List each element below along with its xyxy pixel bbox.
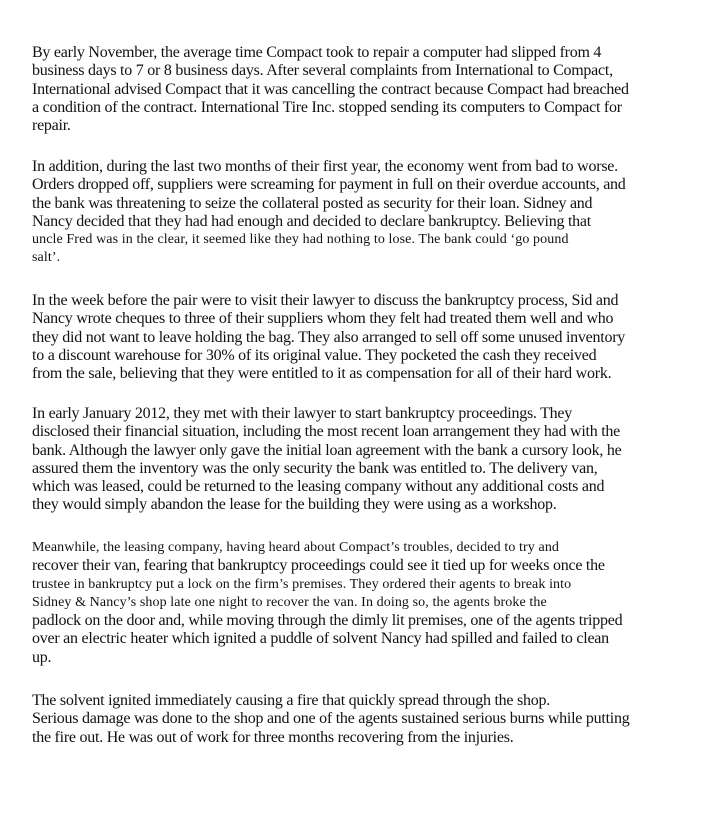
text-line: In the week before the pair were to visit their lawyer to discuss the bankruptcy process, Sid and (32, 292, 619, 309)
paragraph-late-repairs (32, 44, 690, 135)
text-line: up. (32, 648, 52, 666)
paragraph-van-recovery (32, 539, 690, 667)
text-line: In addition, during the last two months of their first year, the economy went from bad to worse. (32, 158, 618, 175)
text-line: padlock on the door and, while moving through the dimly lit premises, one of the agents tripped (32, 612, 623, 630)
text-line: they would simply abandon the lease for the building they were using as a workshop. (32, 496, 557, 514)
text-line: assured them the inventory was the only security the bank was entitled to. The delivery van, (32, 459, 598, 477)
text-line: International advised Compact that it was cancelling the contract because Compact had breached (32, 80, 629, 98)
text-line: the bank was threatening to seize the collateral posted as security for their loan. Sidney and (32, 194, 593, 212)
text-line: which was leased, could be returned to the leasing company without any additional costs and (32, 478, 605, 496)
text-line: trustee in bankruptcy put a lock on the firm’s premises. They ordered their agents to break into (32, 576, 572, 592)
text-line: Sidney & Nancy’s shop late one night to recover the van. In doing so, the agents broke the (32, 594, 547, 610)
text-line: Meanwhile, the leasing company, having heard about Compact’s troubles, decided to try and (32, 540, 560, 555)
text-line: recover their van, fearing that bankruptcy proceedings could see it tied up for weeks once the (32, 557, 605, 575)
text-line: repair. (32, 117, 71, 135)
text-line: uncle Fred was in the clear, it seemed like they had nothing to lose. The bank could ‘go pound (32, 232, 569, 248)
text-line: a condition of the contract. International Tire Inc. stopped sending its computers to Compact for (32, 98, 622, 116)
text-line: By early November, the average time Compact took to repair a computer had slipped from 4 (32, 44, 602, 61)
paragraph-bankruptcy-decision (32, 158, 690, 268)
paragraph-lawyer-meeting (32, 405, 690, 515)
text-line: Nancy wrote cheques to three of their suppliers whom they felt had treated them well and who (32, 310, 614, 328)
text-line: to a discount warehouse for 30% of its original value. They pocketed the cash they received (32, 346, 597, 364)
text-line: from the sale, believing that they were entitled to it as compensation for all of their hard work. (32, 365, 612, 383)
paragraph-fire-damage (32, 692, 690, 747)
text-line: In early January 2012, they met with their lawyer to start bankruptcy proceedings. They (32, 405, 573, 422)
text-line: over an electric heater which ignited a puddle of solvent Nancy had spilled and failed to clean (32, 630, 609, 648)
text-line: they did not want to leave holding the bag. They also arranged to sell off some unused inventory (32, 328, 626, 346)
text-line: The solvent ignited immediately causing a fire that quickly spread through the shop. (32, 692, 550, 709)
text-line: disclosed their financial situation, including the most recent loan arrangement they had with the (32, 423, 621, 441)
text-line: Orders dropped off, suppliers were screaming for payment in full on their overdue accounts, and (32, 176, 626, 194)
text-line: Nancy decided that they had had enough and decided to declare bankruptcy. Believing that (32, 212, 591, 230)
text-line: bank. Although the lawyer only gave the initial loan agreement with the bank a cursory look, he (32, 441, 622, 459)
text-line: salt’. (32, 250, 61, 266)
paragraph-pre-bankruptcy-actions (32, 292, 690, 383)
text-line: the fire out. He was out of work for three months recovering from the injuries. (32, 728, 514, 746)
text-line: business days to 7 or 8 business days. After several complaints from International to Compact, (32, 62, 613, 80)
text-line: Serious damage was done to the shop and one of the agents sustained serious burns while putting (32, 710, 630, 728)
